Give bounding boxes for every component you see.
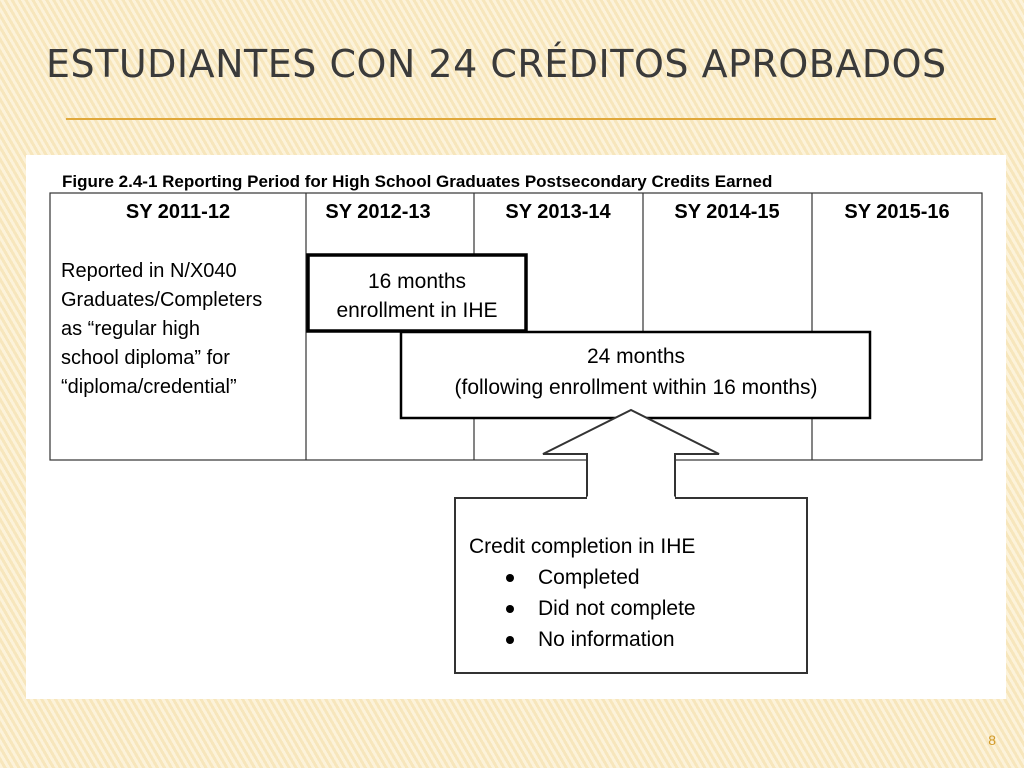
column-header: SY 2014-15 [674, 201, 780, 223]
column-header: SY 2012-13 [325, 201, 431, 223]
box-24-line1: 24 months [586, 345, 686, 368]
reported-text-line: Reported in N/X040 [61, 260, 237, 282]
column-header: SY 2015-16 [844, 201, 950, 223]
credit-item: Did not complete [538, 597, 696, 620]
credit-item: No information [538, 628, 675, 651]
slide-title: ESTUDIANTES CON 24 CRÉDITOS APROBADOS [46, 42, 947, 86]
credit-completion-heading: Credit completion in IHE [469, 535, 696, 558]
column-header: SY 2011-12 [125, 201, 231, 223]
page-number: 8 [988, 732, 996, 748]
box-16-line2: enrollment in IHE [336, 299, 498, 322]
reported-text-line: school diploma” for [61, 347, 230, 369]
box-16-line1: 16 months [367, 270, 467, 293]
figure-panel [26, 155, 1006, 699]
box-24-line2: (following enrollment within 16 months) [454, 376, 818, 399]
reported-text-line: “diploma/credential” [61, 376, 237, 398]
up-arrow-icon [543, 410, 719, 498]
bullet-icon [506, 574, 514, 582]
credit-item: Completed [538, 566, 640, 589]
reporting-period-diagram [26, 155, 1006, 699]
column-header: SY 2013-14 [505, 201, 611, 223]
bullet-icon [506, 605, 514, 613]
title-divider [66, 118, 996, 120]
bullet-icon [506, 636, 514, 644]
reported-text-line: Graduates/Completers [61, 289, 263, 311]
figure-caption: Figure 2.4-1 Reporting Period for High School Graduates Postsecondary Credits Earned [62, 172, 773, 191]
reported-text-line: as “regular high [61, 318, 200, 340]
